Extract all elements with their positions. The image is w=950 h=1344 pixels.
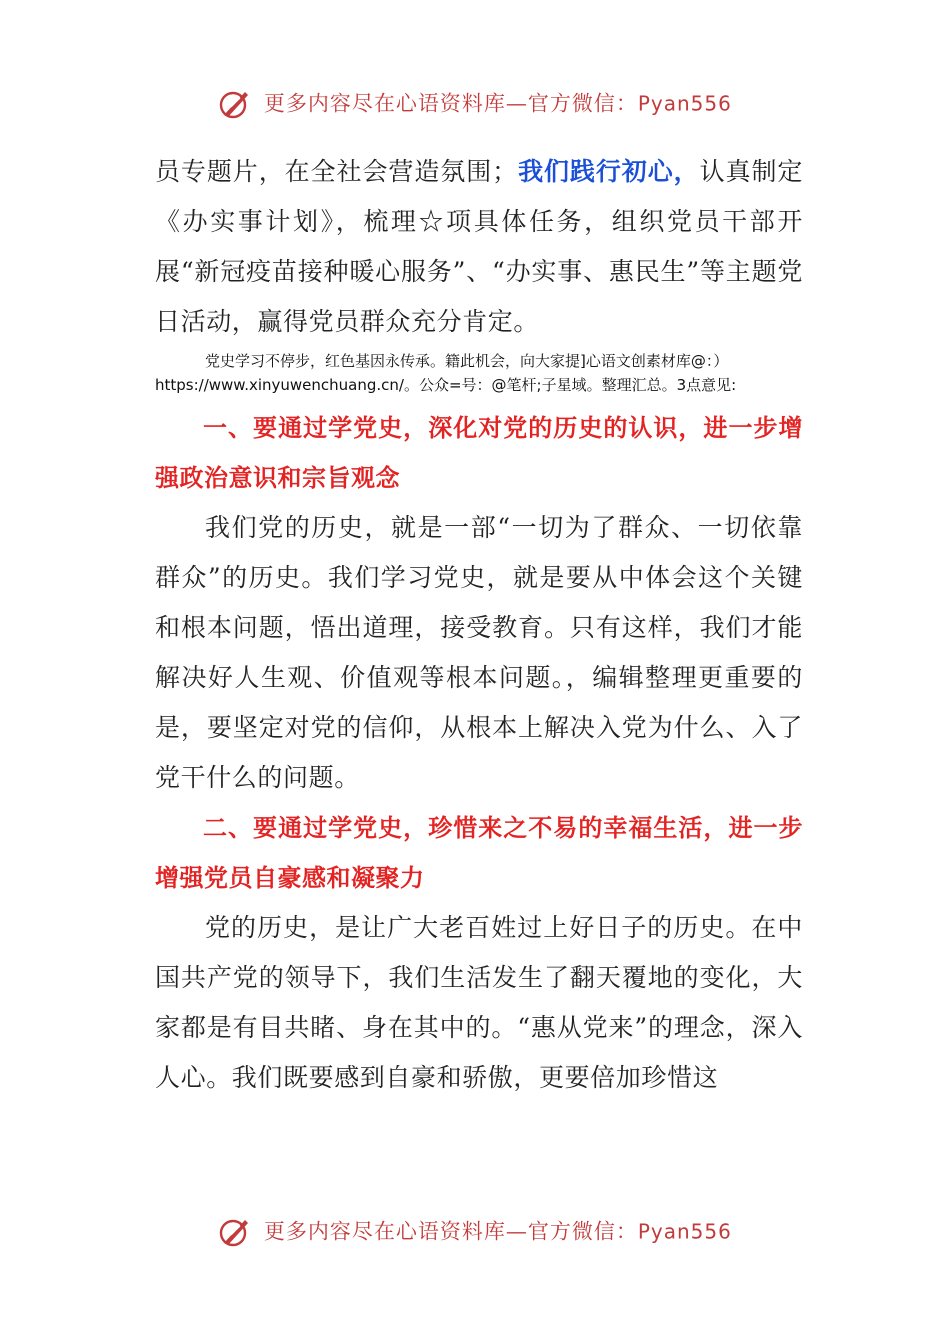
source-note-line-2: https://www.xinyuwenchuang.cn/。公众=号：@笔杆;子星域。整理汇总。3点意见: [155,376,737,394]
footer-wechat-id: Pyan556 [637,1219,732,1244]
paragraph-3: 党的历史，是让广大老百姓过上好日子的历史。在中国共产党的领导下，我们生活发生了翻天覆地的变化，大家都是有目共睹、身在其中的。“惠从党来”的理念，深入人心。我们既要感到自豪和骄傲，更要倍加珍惜这 [155,913,803,1092]
document-body [155,147,803,1103]
footer-text: 更多内容尽在心语资料库—官方微信： [263,1219,638,1244]
source-note [155,347,803,403]
paragraph-2: 我们党的历史，就是一部“一切为了群众、一切依靠群众”的历史。我们学习党史，就是要从中体会这个关键和根本问题，悟出道理，接受教育。只有这样，我们才能解决好人生观、价值观等根本问题。，编辑整理更重要的是，要坚定对党的信仰，从根本上解决入党为什么、入了党干什么的问题。 [155,513,803,792]
page-header-watermark [0,82,950,122]
paragraph-1-start: 员专题片，在全社会营造氛围； [155,157,518,186]
quill-pen-icon [218,1215,252,1249]
header-text: 更多内容尽在心语资料库—官方微信： [263,91,638,116]
page-footer-watermark [0,1210,950,1250]
paragraph-1 [155,147,803,347]
paragraph-1-rest: 认真制定《办实事计划》，梳理☆项具体任务，组织党员干部开展“新冠疫苗接种暖心服务”、“办实事、惠民生”等主题党日活动，赢得党员群众充分肯定。 [155,157,804,336]
highlight-phrase: 我们践行初心， [517,157,700,186]
quill-pen-icon [218,87,252,121]
section-heading-2: 二、要通过学党史，珍惜来之不易的幸福生活，进一步增强党员自豪感和凝聚力 [155,814,803,892]
header-wechat-id: Pyan556 [637,91,732,116]
source-note-line-1: 党史学习不停步，红色基因永传承。籍此机会，向大家提]心语文创素材库@：） [205,352,729,370]
section-heading-1: 一、要通过学党史，深化对党的历史的认识，进一步增强政治意识和宗旨观念 [155,414,803,492]
